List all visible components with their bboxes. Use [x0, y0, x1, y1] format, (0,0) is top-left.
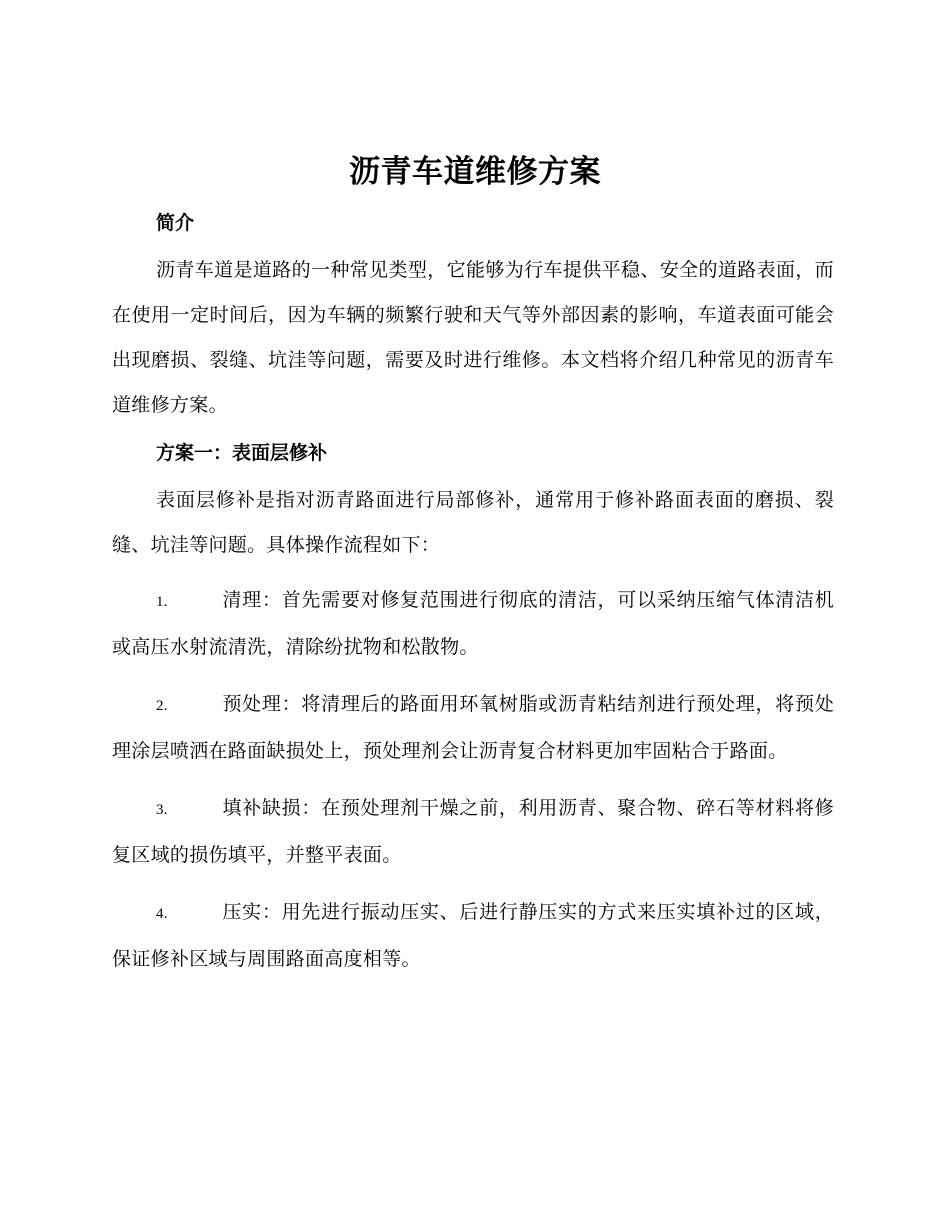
list-item-number: 1.	[156, 594, 168, 610]
intro-heading: 简介	[156, 212, 195, 234]
list-item-text: 清理：首先需要对修复范围进行彻底的清洁，可以采纳压缩气体清洁机或高压水射流清洗，清除纷扰物和松散物。	[112, 589, 834, 658]
list-item	[112, 890, 834, 982]
list-item	[112, 786, 834, 878]
list-item-number: 3.	[156, 802, 168, 818]
section1-paragraph: 表面层修补是指对沥青路面进行局部修补，通常用于修补路面表面的磨损、裂缝、坑洼等问题。具体操作流程如下：	[112, 489, 834, 556]
list-item-text: 压实：用先进行振动压实、后进行静压实的方式来压实填补过的区域，保证修补区域与周围路面高度相等。	[112, 901, 834, 970]
list-item-text: 预处理：将清理后的路面用环氧树脂或沥青粘结剂进行预处理，将预处理涂层喷洒在路面缺损处上，预处理剂会让沥青复合材料更加牢固粘合于路面。	[112, 693, 834, 762]
list-item-number: 4.	[156, 906, 168, 922]
list-item	[112, 578, 834, 670]
section1-heading: 方案一：表面层修补	[156, 442, 328, 464]
intro-paragraph: 沥青车道是道路的一种常见类型，它能够为行车提供平稳、安全的道路表面，而在使用一定时间后，因为车辆的频繁行驶和天气等外部因素的影响，车道表面可能会出现磨损、裂缝、坑洼等问题，需要及时进行维修。本文档将介绍几种常见的沥青车道维修方案。	[112, 259, 834, 416]
list-item	[112, 682, 834, 774]
list-item-text: 填补缺损：在预处理剂干燥之前，利用沥青、聚合物、碎石等材料将修复区域的损伤填平，并整平表面。	[112, 797, 834, 866]
document-body	[112, 200, 834, 994]
list-item-number: 2.	[156, 698, 168, 714]
document-title: 沥青车道维修方案	[349, 154, 601, 190]
